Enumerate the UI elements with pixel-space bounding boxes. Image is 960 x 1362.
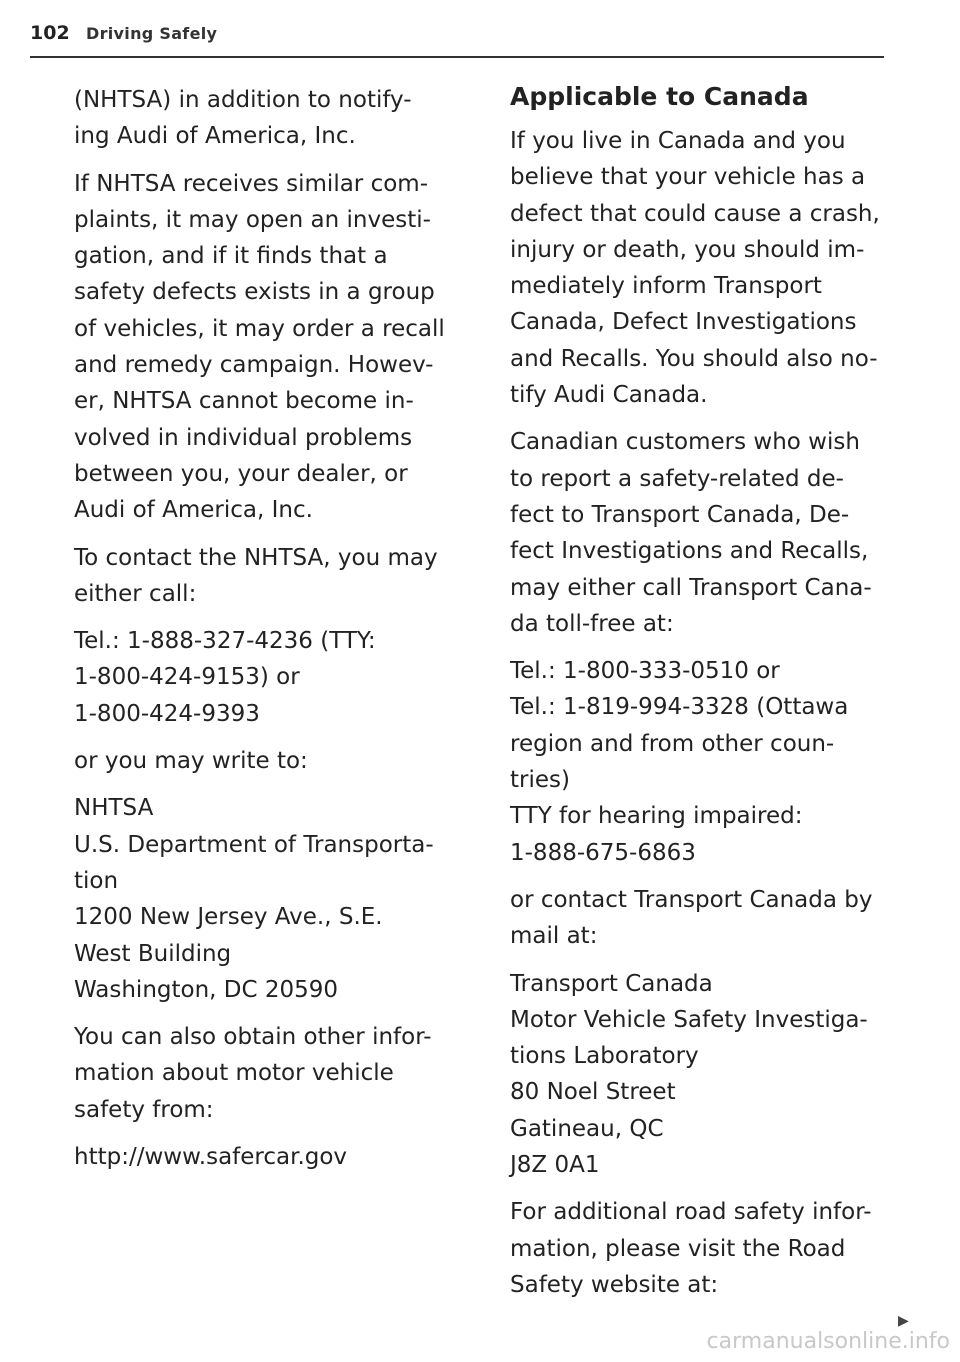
paragraph bbox=[510, 966, 930, 1184]
right-column bbox=[510, 82, 930, 1314]
paragraph bbox=[510, 123, 930, 413]
text-line: defect that could cause a crash, bbox=[510, 200, 880, 227]
text-line: and remedy campaign. Howev- bbox=[74, 352, 434, 379]
text-line: If NHTSA receives similar com- bbox=[74, 170, 428, 197]
canada-heading: Applicable to Canada bbox=[510, 82, 809, 111]
text-line: 1200 New Jersey Ave., S.E. bbox=[74, 904, 383, 931]
text-line: or contact Transport Canada by bbox=[510, 886, 873, 913]
left-column bbox=[74, 82, 484, 1186]
paragraph bbox=[74, 1139, 484, 1175]
text-line: da toll-free at: bbox=[510, 610, 674, 637]
text-line: believe that your vehicle has a bbox=[510, 164, 866, 191]
paragraph bbox=[510, 882, 930, 955]
text-line: J8Z 0A1 bbox=[510, 1152, 600, 1179]
text-line: or you may write to: bbox=[74, 748, 308, 775]
text-line: Tel.: 1-888-327-4236 (TTY: bbox=[74, 628, 376, 655]
section-title: Driving Safely bbox=[86, 24, 218, 43]
text-line: NHTSA bbox=[74, 795, 154, 822]
text-line: mation about motor vehicle bbox=[74, 1060, 394, 1087]
text-line: and Recalls. You should also no- bbox=[510, 345, 878, 372]
text-line: volved in individual problems bbox=[74, 424, 413, 451]
text-line: You can also obtain other infor- bbox=[74, 1024, 432, 1051]
text-line: tries) bbox=[510, 767, 570, 794]
text-line: tify Audi Canada. bbox=[510, 382, 708, 409]
text-line: http://www.safercar.gov bbox=[74, 1144, 348, 1171]
text-line: mediately inform Transport bbox=[510, 273, 822, 300]
text-line: TTY for hearing impaired: bbox=[510, 803, 803, 830]
text-line: Motor Vehicle Safety Investiga- bbox=[510, 1006, 868, 1033]
paragraph bbox=[510, 424, 930, 642]
text-line: plaints, it may open an investi- bbox=[74, 206, 431, 233]
text-line: Tel.: 1-800-333-0510 or bbox=[510, 658, 780, 685]
paragraph bbox=[74, 623, 484, 732]
text-line: mation, please visit the Road bbox=[510, 1235, 846, 1262]
paragraph bbox=[74, 1019, 484, 1128]
text-line: between you, your dealer, or bbox=[74, 460, 408, 487]
text-line: Gatineau, QC bbox=[510, 1115, 664, 1142]
paragraph bbox=[74, 790, 484, 1008]
text-line: fect to Transport Canada, De- bbox=[510, 501, 850, 528]
text-line: Audi of America, Inc. bbox=[74, 497, 313, 524]
text-line: (NHTSA) in addition to notify- bbox=[74, 87, 412, 113]
paragraph bbox=[74, 743, 484, 779]
text-line: either call: bbox=[74, 580, 197, 607]
watermark: carmanualsonline.info bbox=[706, 1329, 950, 1354]
paragraph bbox=[510, 653, 930, 871]
text-line: gation, and if it finds that a bbox=[74, 243, 388, 270]
text-line: region and from other coun- bbox=[510, 730, 835, 757]
text-line: ing Audi of America, Inc. bbox=[74, 123, 356, 150]
text-line: 80 Noel Street bbox=[510, 1079, 676, 1106]
paragraph bbox=[74, 82, 484, 155]
text-line: may either call Transport Cana- bbox=[510, 574, 872, 601]
paragraph bbox=[510, 1194, 930, 1303]
paragraph bbox=[74, 166, 484, 529]
text-line: Washington, DC 20590 bbox=[74, 976, 339, 1003]
text-line: er, NHTSA cannot become in- bbox=[74, 388, 414, 415]
text-line: For additional road safety infor- bbox=[510, 1199, 872, 1226]
page-number: 102 bbox=[30, 22, 70, 44]
text-line: 1-800-424-9393 bbox=[74, 700, 260, 727]
text-line: U.S. Department of Transporta- bbox=[74, 831, 434, 858]
text-line: Safety website at: bbox=[510, 1271, 719, 1298]
text-line: safety from: bbox=[74, 1096, 214, 1123]
text-line: of vehicles, it may order a recall bbox=[74, 315, 445, 342]
text-line: injury or death, you should im- bbox=[510, 236, 865, 263]
text-line: If you live in Canada and you bbox=[510, 128, 846, 154]
page-header bbox=[30, 22, 884, 58]
text-line: to report a safety-related de- bbox=[510, 465, 844, 492]
text-line: West Building bbox=[74, 940, 232, 967]
continue-arrow-icon: ▶ bbox=[898, 1313, 909, 1329]
text-line: 1-800-424-9153) or bbox=[74, 664, 300, 691]
text-line: Transport Canada bbox=[510, 970, 713, 997]
text-line: fect Investigations and Recalls, bbox=[510, 538, 869, 565]
text-line: 1-888-675-6863 bbox=[510, 839, 696, 866]
text-line: Canada, Defect Investigations bbox=[510, 309, 857, 336]
text-line: Tel.: 1-819-994-3328 (Ottawa bbox=[510, 694, 849, 721]
text-line: Canadian customers who wish bbox=[510, 429, 860, 456]
text-line: To contact the NHTSA, you may bbox=[74, 544, 438, 571]
text-line: safety defects exists in a group bbox=[74, 279, 435, 306]
text-line: tions Laboratory bbox=[510, 1043, 699, 1070]
text-line: mail at: bbox=[510, 923, 598, 950]
paragraph bbox=[74, 540, 484, 613]
text-line: tion bbox=[74, 867, 119, 894]
